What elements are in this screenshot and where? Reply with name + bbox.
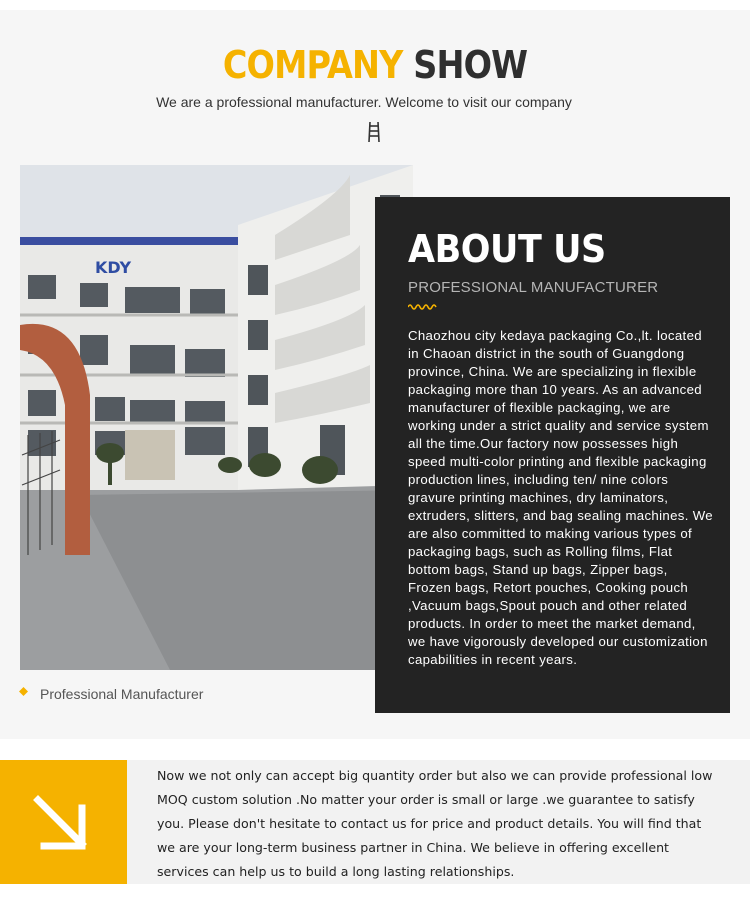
footer-text: Now we not only can accept big quantity order but also we can provide professional low MOQ custom solution .No matter your order is small or large .we guarantee to satisfy you. Please don't hesitate to contact us for price and product details. You will find that we are your long-term business partner in China. We believe in offering excellent services can help us to build a long lasting relationships. [157, 768, 713, 879]
arrow-down-right-icon [32, 794, 90, 852]
about-title: ABOUT US [408, 227, 606, 271]
footer-section [0, 760, 750, 884]
about-us-panel [375, 197, 730, 713]
footer-accent-block [0, 760, 127, 884]
factory-photo [20, 165, 413, 670]
about-body-text: Chaozhou city kedaya packaging Co.,lt. located in Chaoan district in the south of Guangdong province, China. We are specializing in flexible packaging more than 10 years. As an advanced manufacturer of flexible packaging, we are working under a strict quality and service system all the time.Our factory now possesses high speed multi-color printing and flexible packaging production lines, including ten/ nine colors gravure printing machines, dry laminators, extruders, slitters, and bag sealing machines. We are also committed to making various types of packaging bags, such as Rolling films, Flat bottom bags, Stand up bags, Zipper bags, Frozen bags, Retort pouches, Cooking pouch ,Vacuum bags,Spout pouch and other related products. In order to meet the market demand, we have vigorously developed our customization capabilities in recent years. [408, 328, 713, 667]
section-heading [45, 40, 705, 90]
about-subtitle: PROFESSIONAL MANUFACTURER [408, 279, 659, 296]
section-subtitle: We are a professional manufacturer. Welcome to visit our company [156, 94, 572, 110]
ladder-icon [367, 121, 381, 143]
heading-word-show: SHOW [413, 43, 528, 87]
caption-label: Professional Manufacturer [40, 686, 204, 702]
wave-icon [408, 303, 438, 311]
heading-word-company: COMPANY [222, 43, 403, 87]
sign-text: KDY [95, 258, 132, 277]
diamond-bullet-icon [19, 687, 28, 696]
